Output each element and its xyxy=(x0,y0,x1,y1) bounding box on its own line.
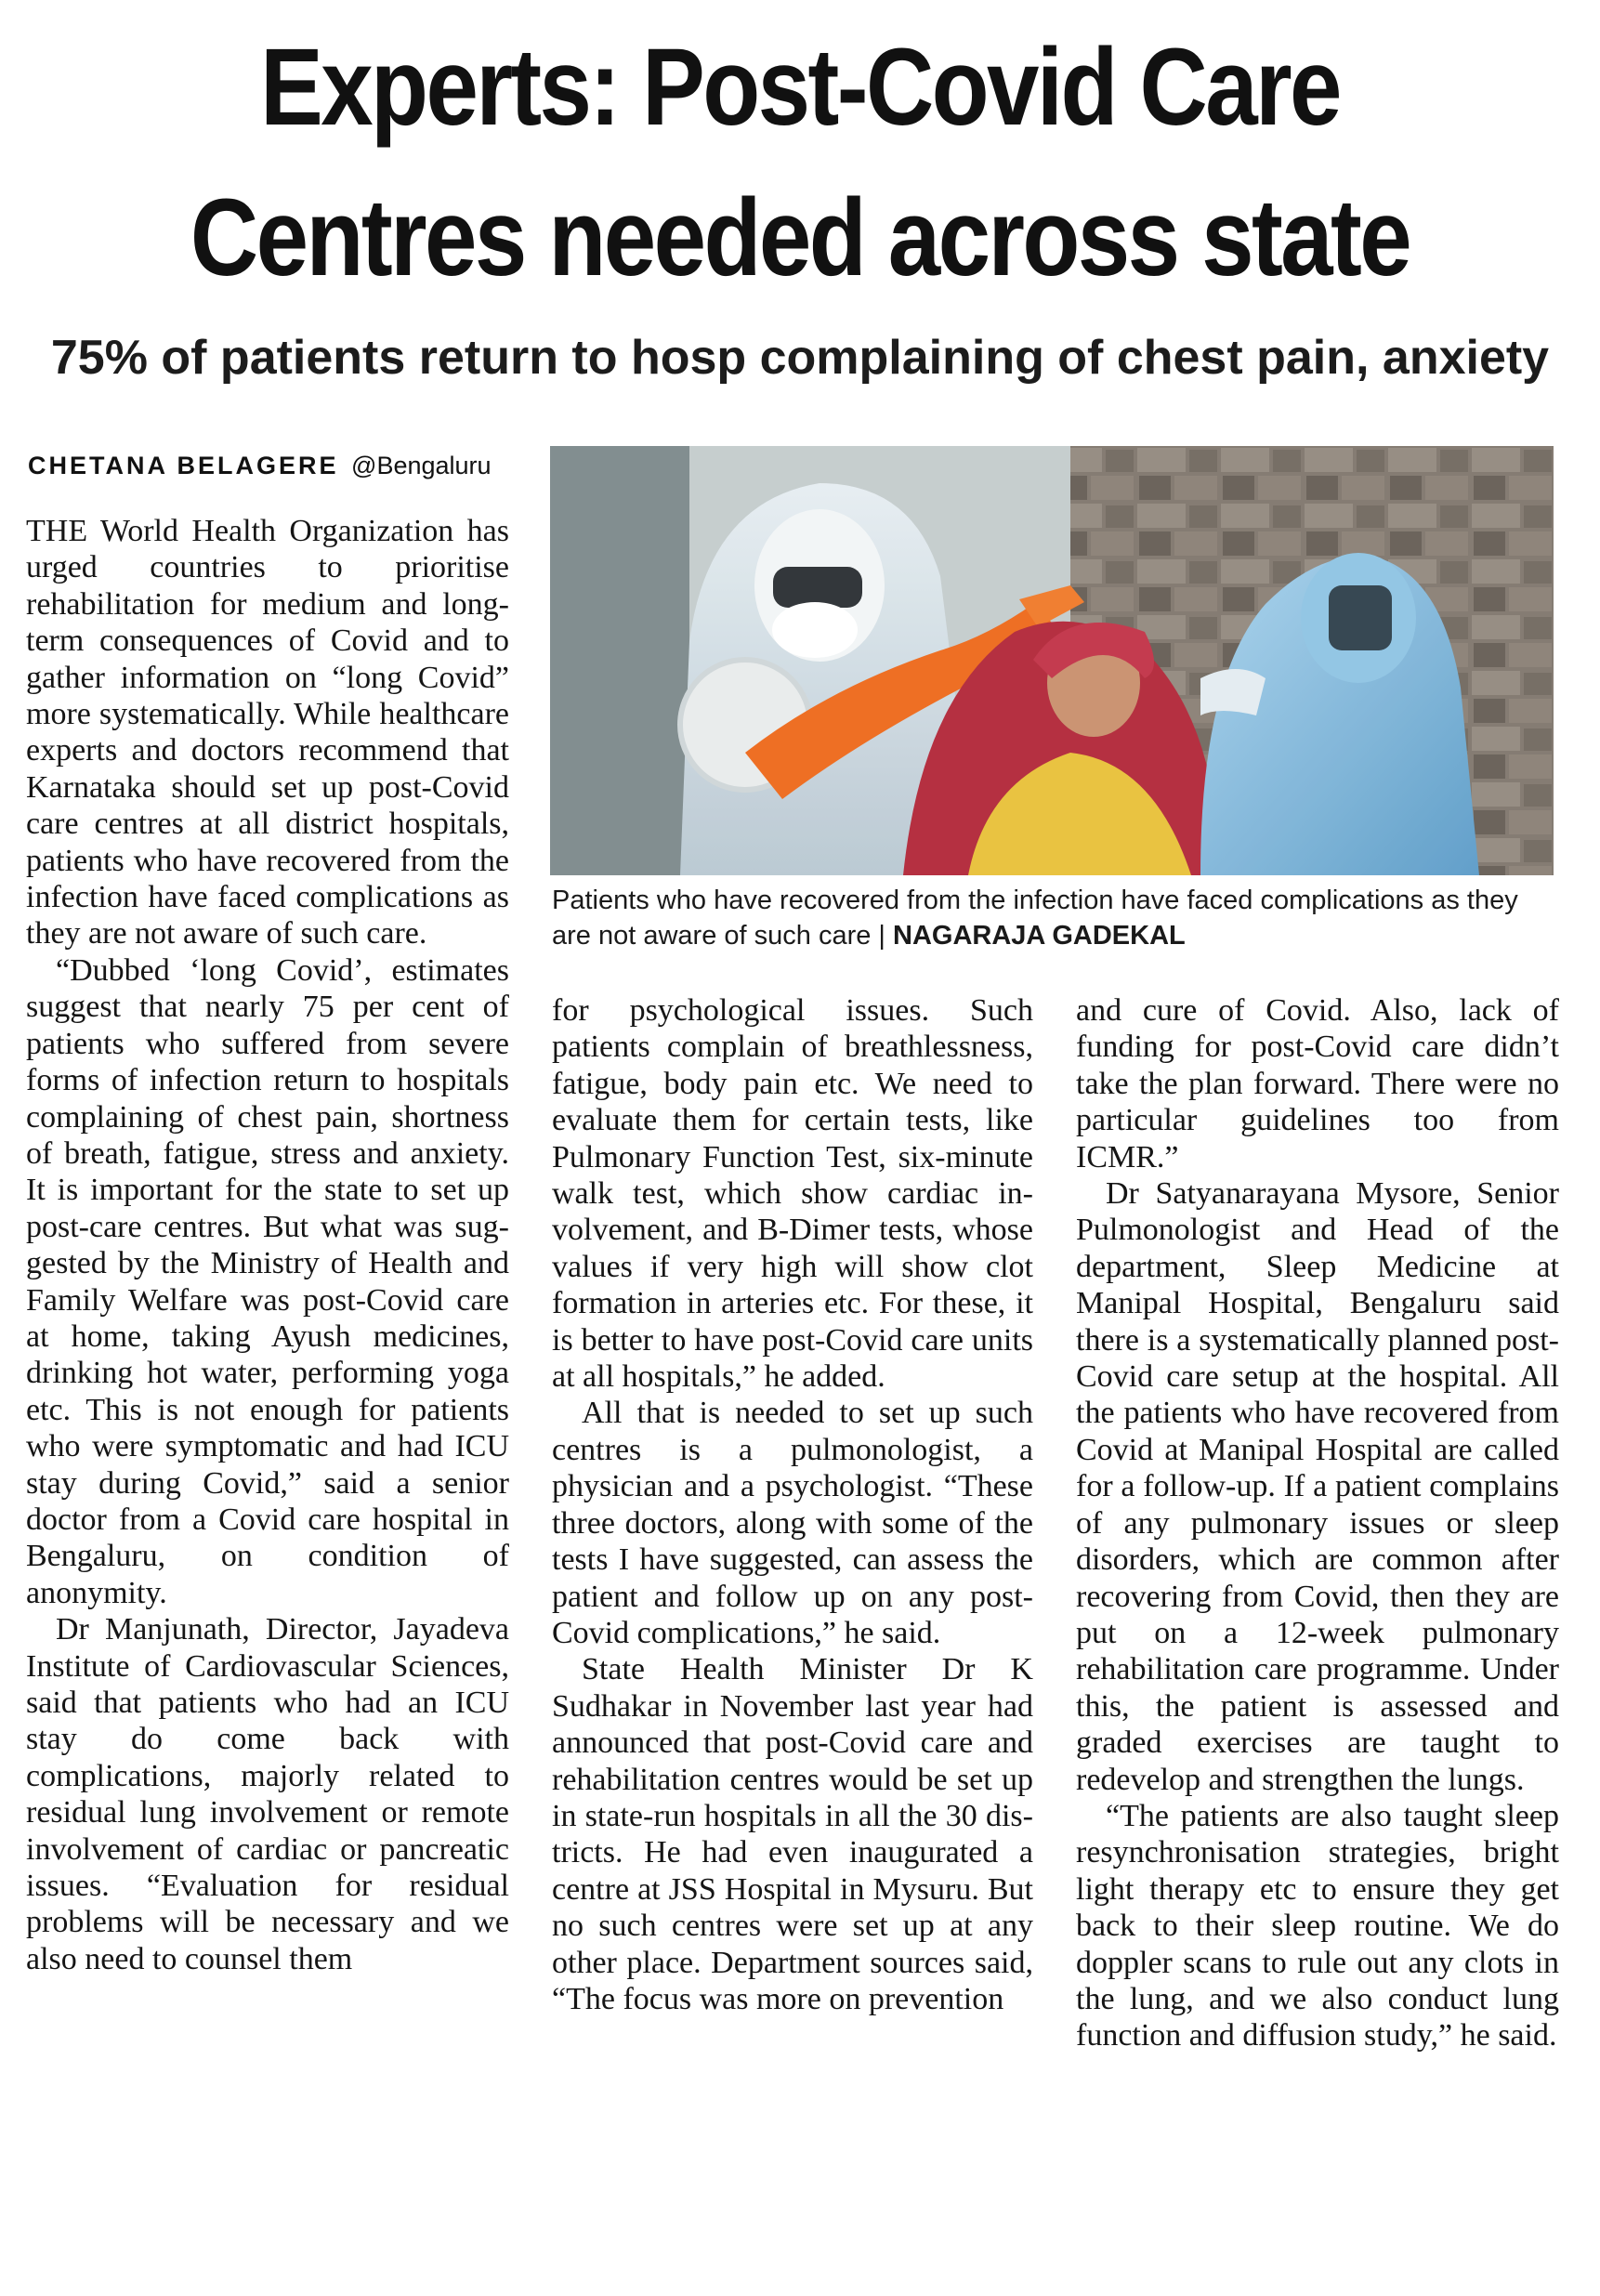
photo-caption xyxy=(552,883,1554,953)
article-column-3 xyxy=(1076,992,1559,2275)
caption-text: Patients who have recovered from the infection have faced complications as they are not aware of such care | xyxy=(552,886,1518,951)
paragraph: THE World Health Organization has urged countries to prioritise rehabilitation for medium and long-term consequences of Covid and to gather information on “long Covid” more systematically. While healthcare experts and doctors recommend that Karnataka should set up post-Covid care centres at all district hospitals, patients who have recovered from the infection have faced complications as they are not aware of such care. xyxy=(26,514,509,951)
news-photo xyxy=(550,446,1554,875)
headline-line-1: Experts: Post-Covid Care xyxy=(260,26,1340,149)
byline xyxy=(28,450,492,481)
paragraph: Dr Satyanarayana Mysore, Senior Pulmonologist and Head of the department, Sleep Medicine at Manipal Hospital, Bengaluru said there is a systematically planned post-Covid care setup at the hospital. All the patients who have recovered from Covid at Manipal Hospital are called for a follow-up. If a patient complains of any pulmonary issues or sleep disorders, which are common after recovering from Covid, then they are put on a 12-week pulmonary rehabilitation care programme. Under this, the patient is assessed and graded exercises are taught to redevelop and strengthen the lungs. xyxy=(1076,1176,1559,1797)
paragraph: All that is needed to set up such centres is a pulmonologist, a physician and a psychologist. “These three doctors, along with some of the tests I have suggested, can assess the patient and follow up on any post-Covid complications,” he said. xyxy=(552,1396,1033,1650)
photo-credit: NAGARAJA GADEKAL xyxy=(893,921,1186,951)
paragraph: for psychological issues. Such patients complain of breathlessness, fatigue, body pain etc. We need to evaluate them for certain tests, like Pulmonary Function Test, six-minute walk test, which show cardiac involvement, and B-Dimer tests, whose values if very high will show clot formation in arteries etc. For these, it is better to have post-Covid care units at all hospitals,” he added. xyxy=(552,993,1033,1395)
byline-author: CHETANA BELAGERE xyxy=(28,452,339,479)
paragraph: and cure of Covid. Also, lack of funding for post-Covid care didn’t take the plan forward. There were no particular guidelines too from ICMR.” xyxy=(1076,993,1559,1174)
paragraph: State Health Minister Dr K Sudhakar in November last year had announced that post-Covid care and rehabilitation centres would be set up in state-run hospitals in all the 30 districts. He had even inaugurated a centre at JSS Hospital in Mysuru. But no such centres were set up at any other place. Department sources said, “The focus was more on prevention xyxy=(552,1652,1033,2016)
article-column-1 xyxy=(26,513,509,2269)
subheadline: 75% of patients return to hosp complaining of chest pain, anxiety xyxy=(50,331,1550,385)
paragraph: “Dubbed ‘long Covid’, estimates suggest that nearly 75 per cent of patients who suffered from severe forms of infection return to hospitals complaining of chest pain, shortness of breath, fatigue, stress and anxiety. It is important for the state to set up post-care centres. But what was suggested by the Ministry of Health and Family Welfare was post-Covid care at home, taking Ayush medicines, drinking hot water, performing yoga etc. This is not enough for patients who were symptomatic and had ICU stay during Covid,” said a senior doctor from a Covid care hospital in Bengaluru, on condition of anonymity. xyxy=(26,952,509,1610)
headline-line-2: Centres needed across state xyxy=(190,177,1410,299)
paragraph: “The patients are also taught sleep resynchronisation strategies, bright light therapy etc to ensure they get back to their sleep routine. We do doppler scans to rule out any clots in the lung, and we also conduct lung function and diffusion study,” he said. xyxy=(1076,1798,1559,2053)
article-column-2 xyxy=(552,992,1033,2275)
byline-location: @Bengaluru xyxy=(351,452,492,479)
paragraph: Dr Manjunath, Director, Jayadeva Institute of Cardiovascular Sciences, said that patients who had an ICU stay do come back with complications, majorly related to residual lung involvement or remote involvement of cardiac or pancreatic issues. “Evaluation for residual problems will be necessary and we also need to counsel them xyxy=(26,1612,509,1976)
